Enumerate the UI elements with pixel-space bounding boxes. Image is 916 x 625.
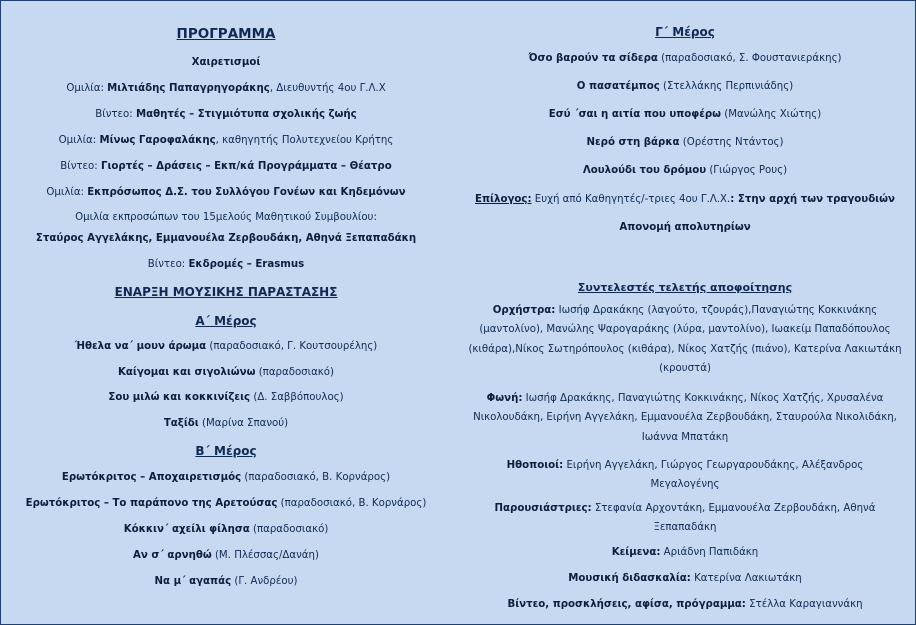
program-title: ΠΡΟΓΡΑΜΜΑ <box>176 26 276 42</box>
song-item: Καίγομαι και σιγολιώνω (παραδοσιακό) <box>117 367 335 378</box>
credit-video: Βίντεο, προσκλήσεις, αφίσα, πρόγραμμα: Στέλλα Καραγιαννάκη <box>507 599 863 610</box>
song-item: Λουλούδι του δρόμου (Γιώργος Ρους) <box>582 165 788 176</box>
song-item: Κόκκιν΄ αχείλι φίλησα (παραδοσιακό) <box>123 524 329 535</box>
credit-actors: Ηθοποιοί: Ειρήνη Αγγελάκη, Γιώργος Γεωργαρουδάκης, Αλέξανδρος Μεγαλογένης <box>506 460 864 491</box>
song-item: Ήθελα να΄ μουν άρωμα (παραδοσιακό, Γ. Κουτσουρέλης) <box>74 341 378 352</box>
epilogue: Επίλογος: Ευχή από Καθηγητές/-τριες 4ου Γ.Λ.Χ.: Στην αρχή των τραγουδιών <box>475 194 895 205</box>
song-item: Νερό στη βάρκα (Ορέστης Ντάντος) <box>586 137 784 148</box>
song-item: Όσο βαρούν τα σίδερα (παραδοσιακό, Σ. Φουστανιεράκης) <box>528 53 842 64</box>
song-item: Ερωτόκριτος – Αποχαιρετισμός (παραδοσιακό, Β. Κορνάρος) <box>61 472 391 483</box>
credit-voice: Φωνή: Ιωσήφ Δρακάκης, Παναγιώτης Κοκκινάκης, Νίκος Χατζής, Χρυσαλένα Νικολουδάκη, Ειρήνη Αγγελάκη, Εμμανουέλα Ζερβουδάκη, Σταυρούλα Νικολιδάκη, Ιωάννα Μπατάκη <box>473 393 897 443</box>
greetings-heading: Χαιρετισμοί <box>191 57 261 68</box>
speech-parents: Ομιλία: Εκπρόσωπος Δ.Σ. του Συλλόγου Γονέων και Κηδεμόνων <box>46 187 406 198</box>
diplomas-award: Απονομή απολυτηρίων <box>619 222 751 233</box>
part-b-title: Β΄ Μέρος <box>195 444 257 458</box>
part-c-title: Γ΄ Μέρος <box>655 25 715 39</box>
song-item: Σου μιλώ και κοκκινίζεις (Δ. Σαββόπουλος) <box>108 392 344 403</box>
credits-title: Συντελεστές τελετής αποφοίτησης <box>577 281 793 294</box>
song-item: Ο πασατέμπος (Στελλάκης Περπινιάδης) <box>576 81 794 92</box>
music-show-title: ΕΝΑΡΞΗ ΜΟΥΣΙΚΗΣ ΠΑΡΑΣΤΑΣΗΣ <box>114 285 338 299</box>
speech-director: Ομιλία: Μιλτιάδης Παπαγρηγοράκης, Διευθυντής 4ου Γ.Λ.Χ <box>66 83 386 94</box>
video-events: Βίντεο: Γιορτές – Δράσεις – Εκπ/κά Προγράμματα – Θέατρο <box>60 161 392 172</box>
song-item: Εσύ ΄σαι η αιτία που υποφέρω (Μανώλης Χιώτης) <box>548 109 822 120</box>
credit-music-teaching: Μουσική διδασκαλία: Κατερίνα Λακιωτάκη <box>568 573 802 584</box>
video-trips: Βίντεο: Εκδρομές – Erasmus <box>147 259 305 270</box>
student-council-intro: Ομιλία εκπροσώπων του 15μελούς Μαθητικού Συμβουλίου: <box>75 212 377 223</box>
credit-presenters: Παρουσιάστριες: Στεφανία Αρχοντάκη, Εμμανουέλα Ζερβουδάκη, Αθηνά Ξεπαπαδάκη <box>494 503 876 534</box>
song-item: Ταξίδι (Μαρίνα Σπανού) <box>163 418 289 429</box>
credit-texts: Κείμενα: Αριάδνη Παπιδάκη <box>611 547 759 558</box>
song-item: Αν σ΄ αρνηθώ (Μ. Πλέσσας/Δανάη) <box>133 550 319 561</box>
song-item: Να μ΄ αγαπάς (Γ. Ανδρέου) <box>154 576 298 587</box>
credit-orchestra: Ορχήστρα: Ιωσήφ Δρακάκης (λαγούτο, τζουράς),Παναγιώτης Κοκκινάκης (μαντολίνο), Μανώλης Ψαρογαράκης (λύρα, μαντολίνο), Ιωακείμ Παπαδόπουλος (κιθάρα),Νίκος Σωτηρόπουλος (κιθάρα), Νίκος Χατζής (πιάνο), Κατερίνα Λακιωτάκη (κρουστά) <box>468 305 902 375</box>
video-students: Βίντεο: Μαθητές – Στιγμιότυπα σχολικής ζωής <box>95 109 357 120</box>
student-council-names: Σταύρος Αγγελάκης, Εμμανουέλα Ζερβουδάκη, Αθηνά Ξεπαπαδάκη <box>35 233 417 244</box>
part-a-title: Α΄ Μέρος <box>195 314 257 328</box>
song-item: Ερωτόκριτος – Το παράπονο της Αρετούσας (παραδοσιακό, Β. Κορνάρος) <box>25 498 427 509</box>
speech-professor: Ομιλία: Μίνως Γαροφαλάκης, καθηγητής Πολυτεχνείου Κρήτης <box>58 135 394 146</box>
